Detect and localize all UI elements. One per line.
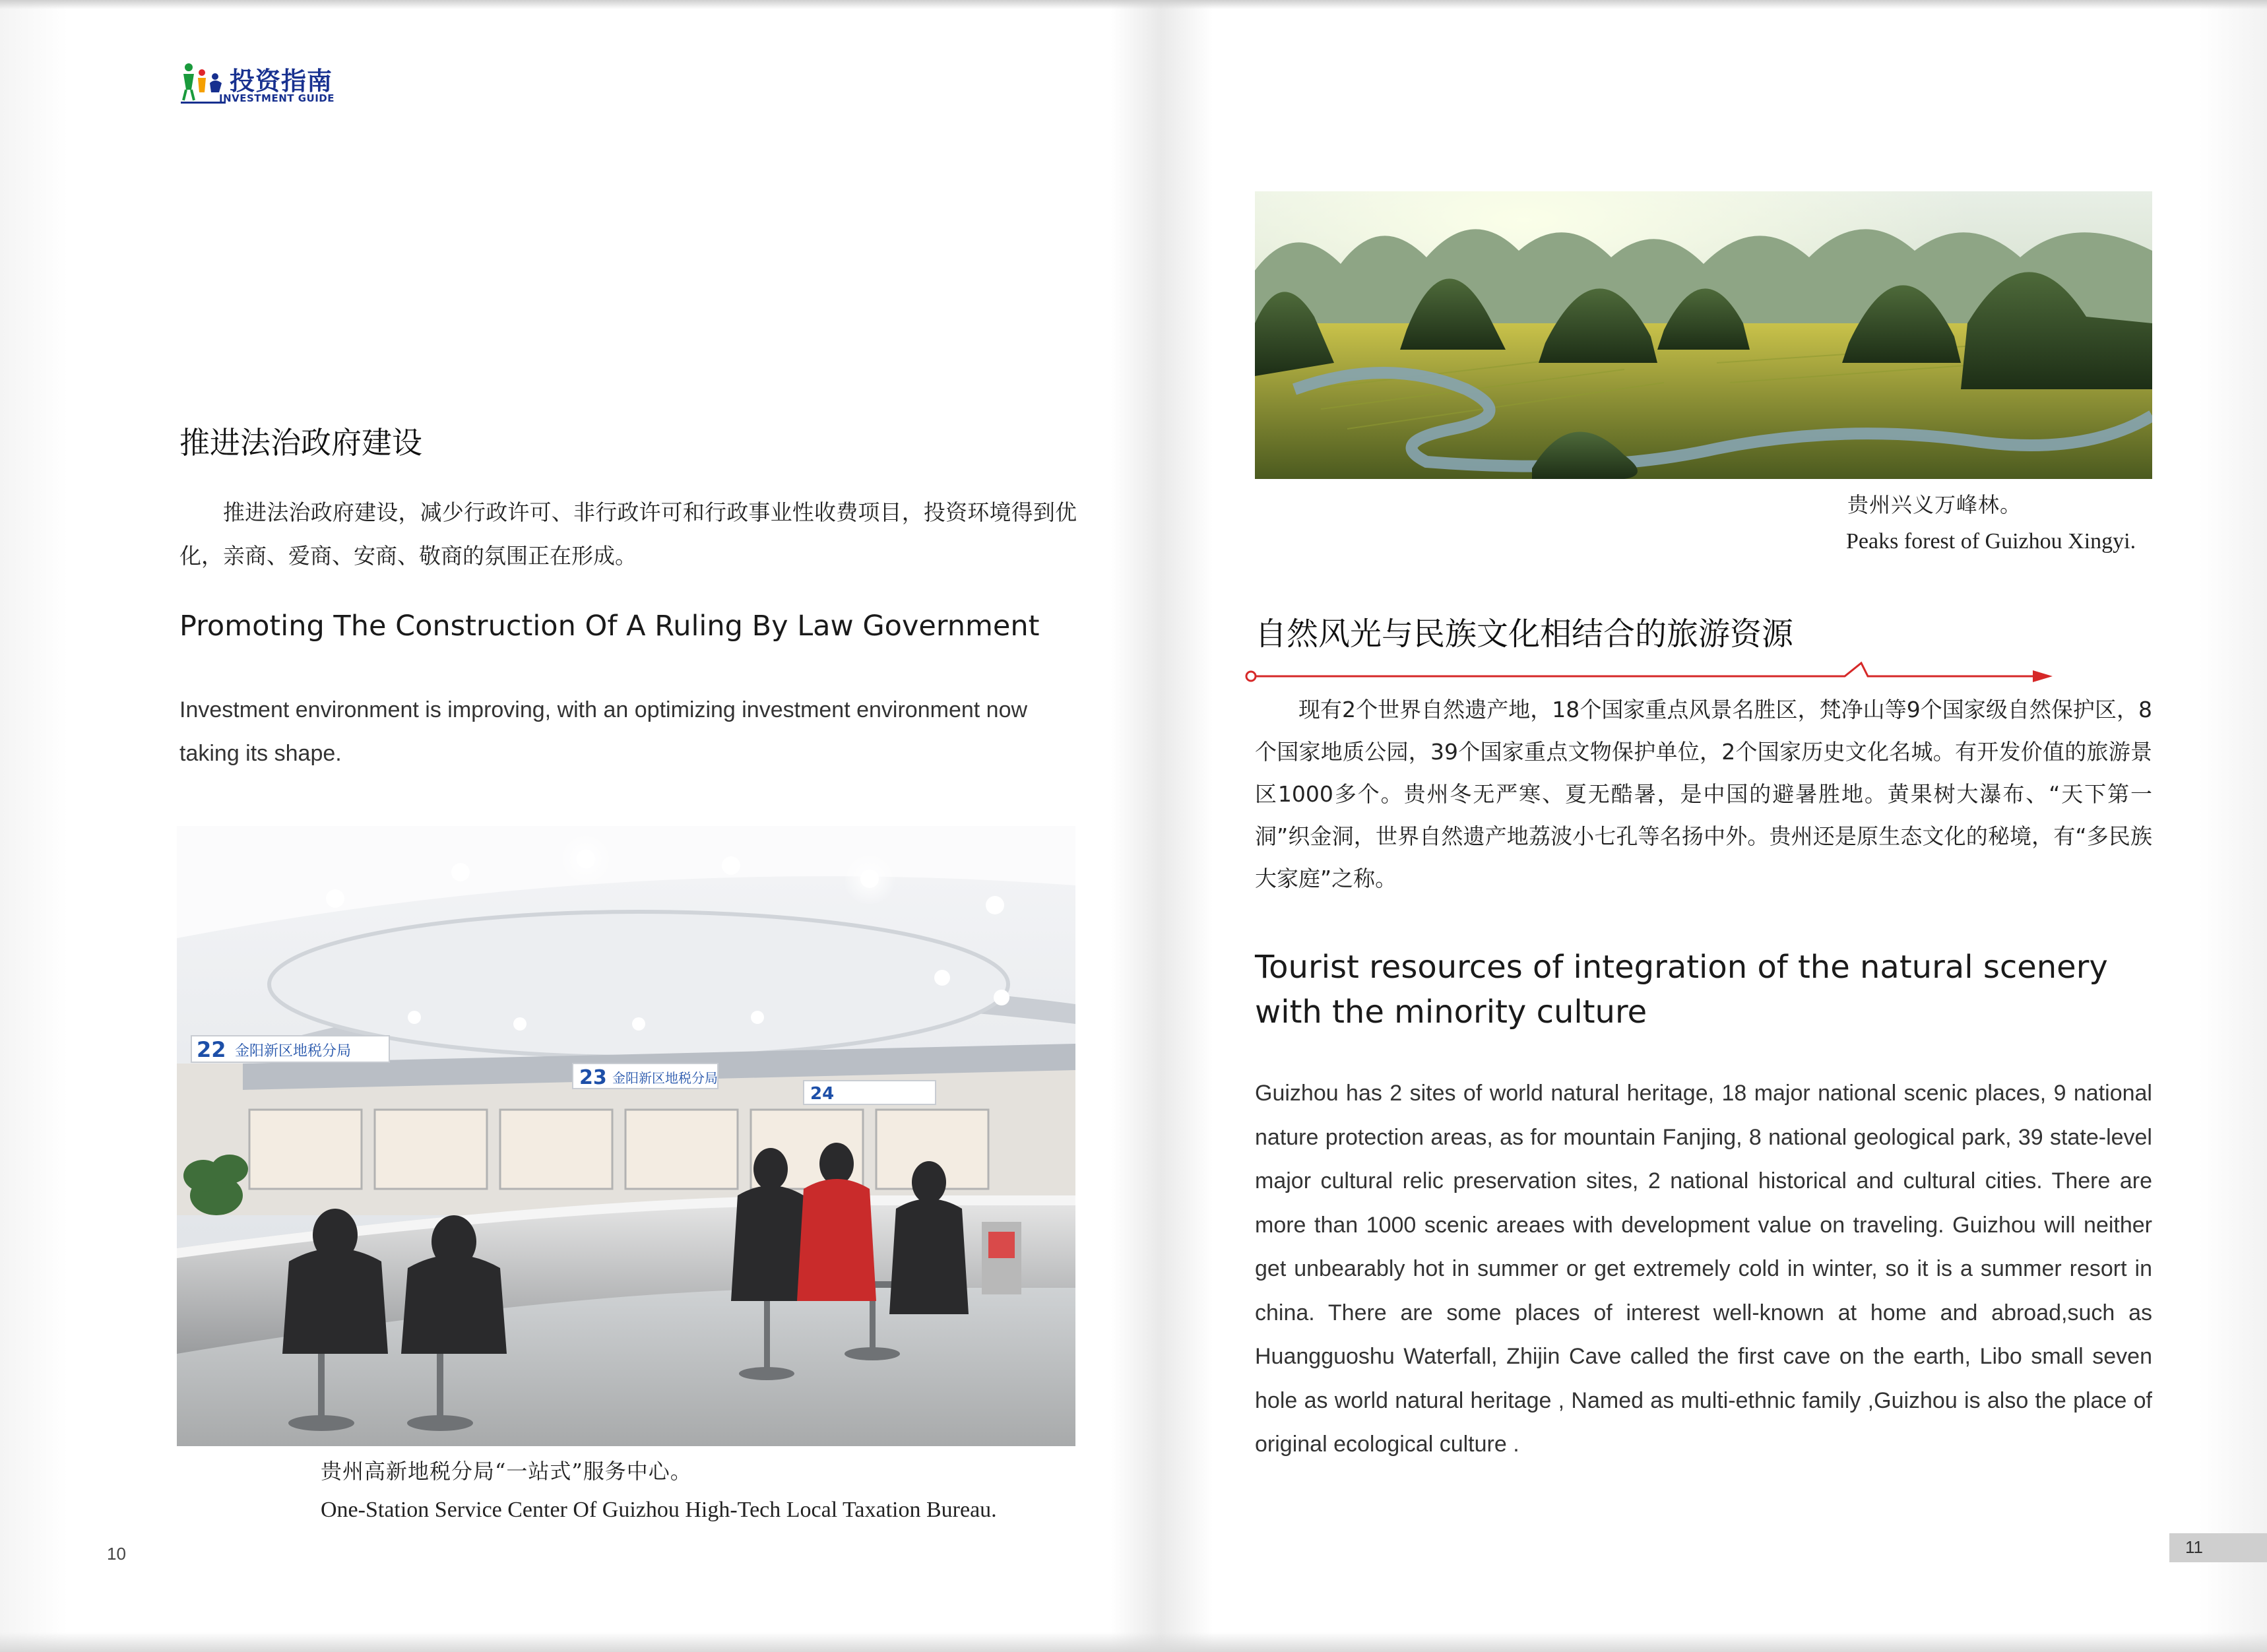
sign-24-number: 24: [810, 1084, 835, 1104]
service-center-illustration: [177, 826, 1075, 1446]
sign-22-number: 22: [197, 1037, 226, 1062]
page-number-right: 11: [2185, 1537, 2203, 1557]
red-arrow-decoration: [1244, 653, 2056, 686]
photo-caption-en: One-Station Service Center Of Guizhou High-Tech Local Taxation Bureau.: [321, 1498, 997, 1522]
tourism-paragraph-zh: 现有2个世界自然遗产地，18个国家重点风景名胜区，梵净山等9个国家级自然保护区，8个国家地质公园，39个国家重点文物保护单位，2个国家历史文化名城。有开发价值的旅游景区1000多个。贵州冬无严寒、夏无酷暑，是中国的避暑胜地。黄果树大瀑布、“天下第一洞”织金洞，世界自然遗产地荔波小七孔等名扬中外。贵州还是原生态文化的秘境，有“多民族大家庭”之称。: [1255, 697, 2152, 891]
page-number-right-box: [2169, 1533, 2267, 1562]
tourism-paragraph-en: Guizhou has 2 sites of world natural heritage, 18 major national scenic places, 9 national nature protection areas, as for mountain Fanjing, 8 national geological park, 39 state-level major cultural relic preservation sites, 2 national historical and cultural cities. There are more than 1000 scenic areaes with development value on traveling. Guizhou will neither get unbearably hot in summer or get extremely cold in winter, so it is a summer resort in china. There are some places of interest well-known at home and abroad,such as Huangguoshu Waterfall, Zhijin Cave called the first cave on the earth, Libo small seven hole as world natural heritage , Named as multi-ethnic family ,Guizhou is also the place of original ecological culture .: [1255, 1081, 2152, 1457]
investment-guide-logo: [179, 61, 351, 107]
peaks-forest-photo: [1255, 191, 2152, 479]
tourism-heading-zh: 自然风光与民族文化相结合的旅游资源: [1255, 616, 1794, 652]
logo-subtitle: INVESTMENT GUIDE: [219, 92, 335, 104]
tourism-heading-en: Tourist resources of integration of the natural scenery with the minority culture: [1255, 949, 2108, 1031]
photo-caption-zh: 贵州高新地税分局“一站式”服务中心。: [321, 1459, 692, 1484]
logo-title: 投资指南: [230, 67, 333, 96]
service-center-photo: [177, 826, 1075, 1446]
landscape-caption-en: Peaks forest of Guizhou Xingyi.: [1846, 529, 2136, 554]
section-paragraph-zh: 推进法治政府建设，减少行政许可、非行政许可和行政事业性收费项目，投资环境得到优化，亲商、爱商、安商、敬商的氛围正在形成。: [179, 499, 1077, 569]
section-heading-zh: 推进法治政府建设: [179, 425, 422, 461]
sign-23-number: 23: [579, 1066, 607, 1089]
sign-23-text: 金阳新区地税分局: [612, 1070, 718, 1086]
right-page: [1161, 0, 2267, 1652]
sign-22-text: 金阳新区地税分局: [235, 1043, 352, 1060]
page-number-left: 10: [107, 1544, 126, 1564]
section-paragraph-en: Investment environment is improving, with an optimizing investment environment now taking its shape.: [179, 697, 1028, 766]
landscape-caption-zh: 贵州兴义万峰林。: [1847, 492, 2022, 517]
section-heading-en: Promoting The Construction Of A Ruling By Law Government: [179, 610, 1040, 643]
peaks-forest-illustration: [1255, 191, 2152, 479]
